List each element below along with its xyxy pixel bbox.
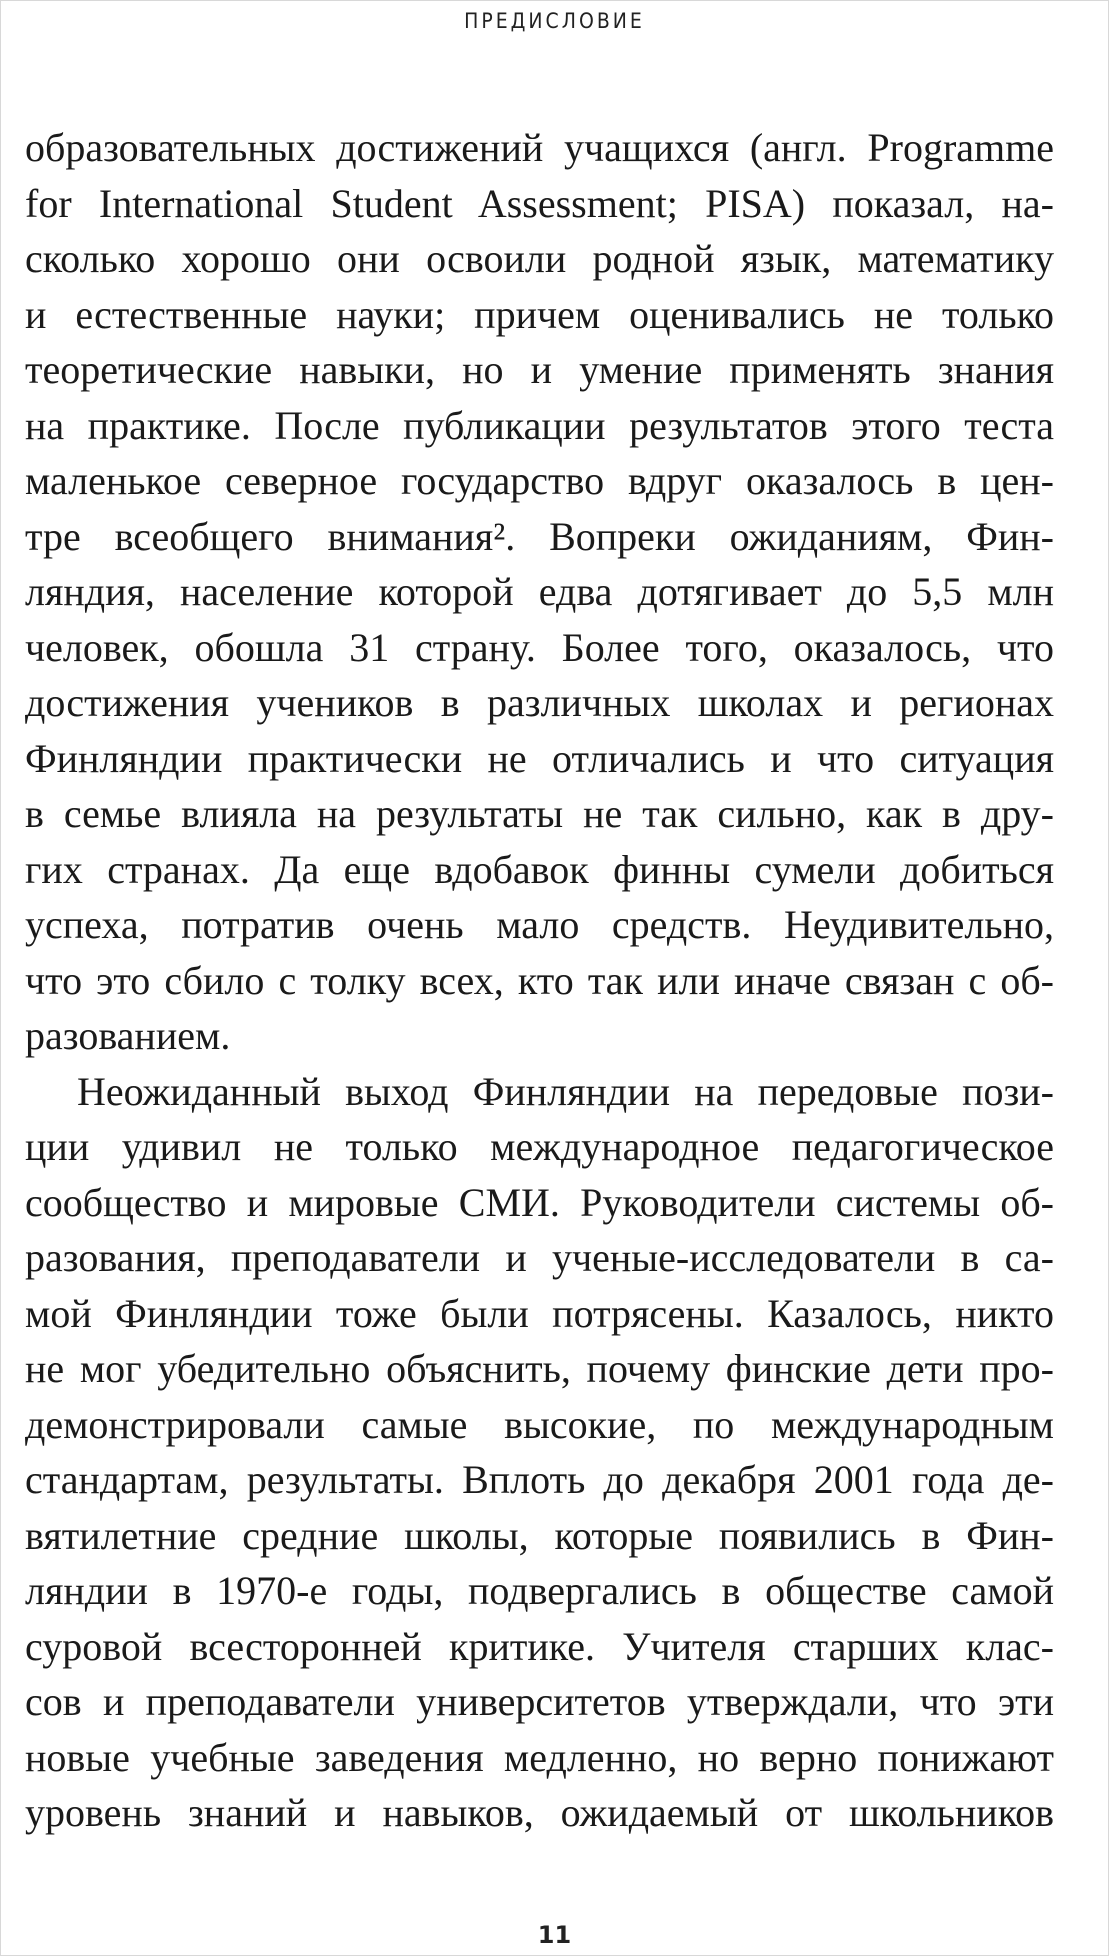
text-line: демонстрировали самые высокие, по международным xyxy=(25,1401,1054,1447)
text-line: мой Финляндии тоже были потрясены. Казалось, никто xyxy=(25,1290,1054,1336)
text-line: достижения учеников в различных школах и регионах xyxy=(25,680,1054,725)
text-line: человек, обошла 31 страну. Более того, оказалось, что xyxy=(25,624,1054,670)
text-line: сколько хорошо они освоили родной язык, математику xyxy=(25,236,1054,281)
text-line: Финляндии практически не отличались и что ситуация xyxy=(25,735,1054,781)
text-line: новые учебные заведения медленно, но верно понижают xyxy=(25,1734,1054,1780)
text-line: что это сбило с толку всех, кто так или иначе связан с об- xyxy=(25,957,1054,1003)
body-text xyxy=(25,120,1054,1841)
text-line: уровень знаний и навыков, ожидаемый от школьников xyxy=(25,1790,1054,1835)
text-line: разованием. xyxy=(25,1013,231,1058)
text-line: успеха, потратив очень мало средств. Неудивительно, xyxy=(25,902,1054,947)
text-line: гих странах. Да еще вдобавок финны сумели добиться xyxy=(25,846,1054,892)
text-line: в семье влияла на результаты не так сильно, как в дру- xyxy=(25,791,1054,836)
text-line: сов и преподаватели университетов утверждали, что эти xyxy=(25,1679,1054,1724)
text-line: стандартам, результаты. Вплоть до декабря 2001 года де- xyxy=(25,1457,1054,1502)
text-line: сообщество и мировые СМИ. Руководители системы об- xyxy=(25,1179,1054,1225)
text-line: теоретические навыки, но и умение применять знания xyxy=(25,347,1054,392)
text-line: вятилетние средние школы, которые появились в Фин- xyxy=(25,1512,1054,1558)
text-line: for International Student Assessment; PISA) показал, на- xyxy=(25,180,1054,226)
text-line: разования, преподаватели и ученые-исследователи в са- xyxy=(25,1235,1054,1280)
text-line: тре всеобщего внимания². Вопреки ожиданиям, Фин- xyxy=(25,513,1054,559)
text-line: образовательных достижений учащихся (англ. Programme xyxy=(25,125,1054,170)
text-line: ляндия, население которой едва дотягивает до 5,5 млн xyxy=(25,569,1054,614)
running-header: ПРЕДИСЛОВИЕ xyxy=(464,9,645,33)
text-line: на практике. После публикации результатов этого теста xyxy=(25,402,1054,448)
text-line: ляндии в 1970-е годы, подвергались в обществе самой xyxy=(25,1568,1054,1613)
text-line: суровой всесторонней критике. Учителя старших клас- xyxy=(25,1623,1054,1669)
text-line: ции удивил не только международное педагогическое xyxy=(25,1124,1054,1169)
text-line: Неожиданный выход Финляндии на передовые пози- xyxy=(77,1068,1054,1114)
text-line: и естественные науки; причем оценивались не только xyxy=(25,291,1054,337)
text-line: не мог убедительно объяснить, почему финские дети про- xyxy=(25,1346,1054,1391)
text-line: маленькое северное государство вдруг оказалось в цен- xyxy=(25,458,1054,503)
page-number: 11 xyxy=(537,1921,572,1949)
